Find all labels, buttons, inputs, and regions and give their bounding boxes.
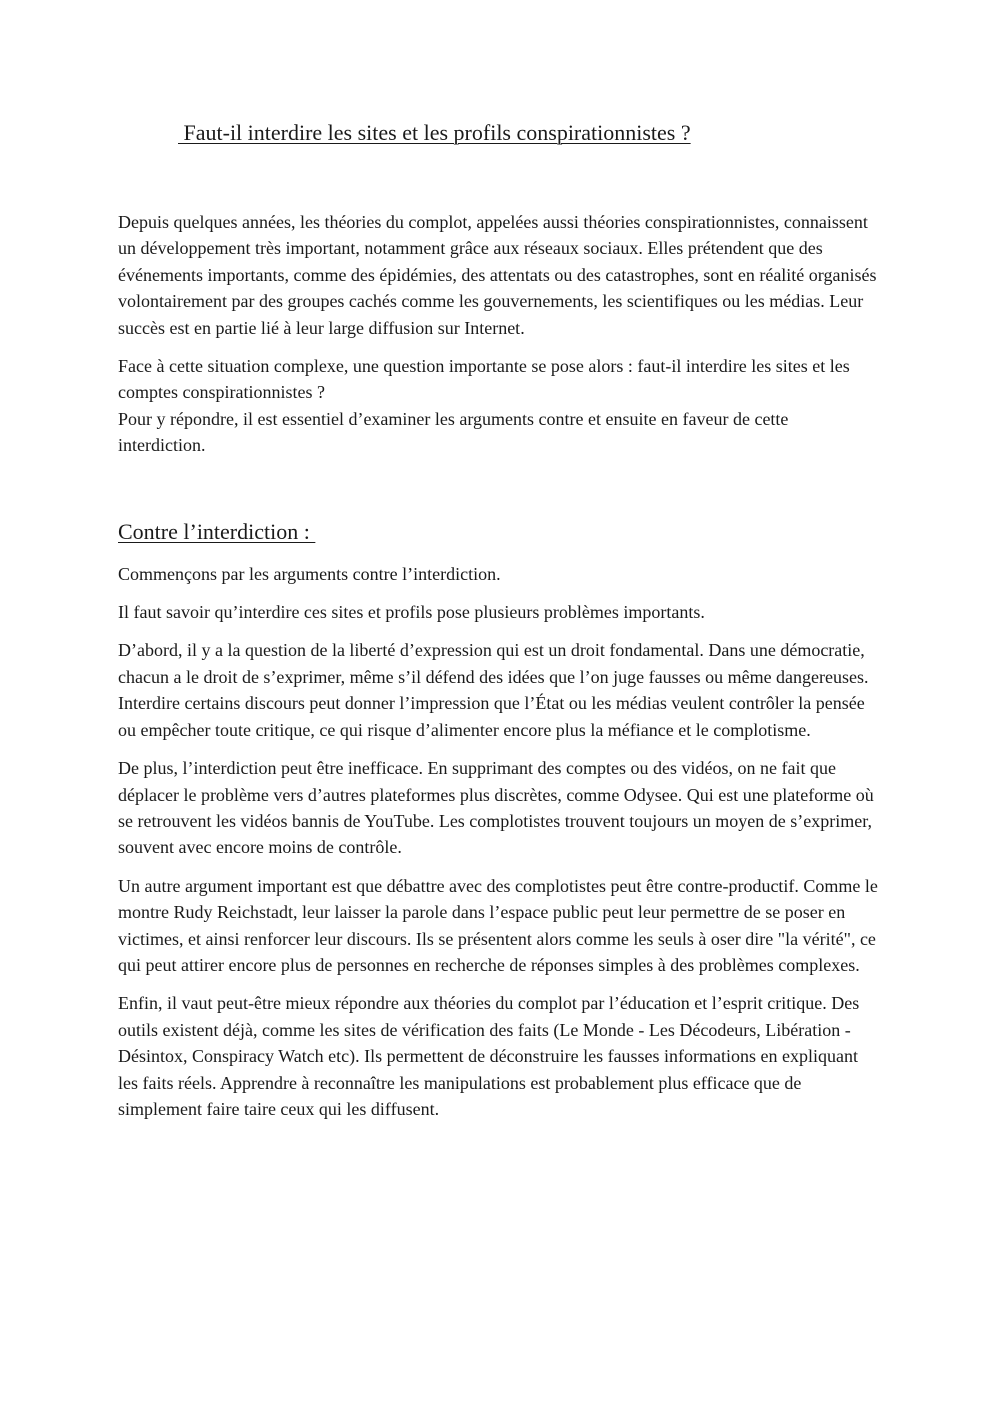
section-heading-contre: Contre l’interdiction : bbox=[118, 518, 316, 544]
intro-paragraph-3: Pour y répondre, il est essentiel d’examiner les arguments contre et ensuite en faveur de cette interdiction. bbox=[118, 408, 789, 456]
intro-paragraph-2: Face à cette situation complexe, une question importante se pose alors : faut-il interdire les sites et les comptes conspirationnistes ? bbox=[118, 356, 850, 403]
document-body bbox=[118, 209, 878, 1134]
section-paragraph-6: Enfin, il vaut peut-être mieux répondre aux théories du complot par l’éducation et l’esprit critique. Des outils existent déjà, comme les sites de vérification des faits (Le Monde - Les Décodeurs, Libération - Désintox, Conspiracy Watch etc). Ils permettent de déconstruire les fausses informations en expliquant les faits réels. Apprendre à reconnaître les manipulations est probablement plus efficace que de simplement faire taire ceux qui les diffusent. bbox=[118, 993, 860, 1119]
section-paragraph-3: D’abord, il y a la question de la liberté d’expression qui est un droit fondamental. Dans une démocratie, chacun a le droit de s’exprimer, même s’il défend des idées que l’on juge fausses ou même dangereuses. Interdire certains discours peut donner l’impression que l’État ou les médias veulent contrôler la pensée ou empêcher toute critique, ce qui risque d’alimenter encore plus la méfiance et le complotisme. bbox=[118, 640, 869, 740]
intro-paragraph-1: Depuis quelques années, les théories du complot, appelées aussi théories conspirationnistes, connaissent un développement très important, notamment grâce aux réseaux sociaux. Elles prétendent que des événements importants, comme des épidémies, des attentats ou des catastrophes, sont en réalité organisés volontairement par des groupes cachés comme les gouvernements, les scientifiques ou les médias. Leur succès est en partie lié à leur large diffusion sur Internet. bbox=[118, 212, 877, 338]
section-paragraph-2: Il faut savoir qu’interdire ces sites et profils pose plusieurs problèmes importants. bbox=[118, 602, 705, 623]
section-paragraph-1: Commençons par les arguments contre l’interdiction. bbox=[118, 563, 501, 584]
document-title: Faut-il interdire les sites et les profils conspirationnistes ? bbox=[178, 120, 691, 145]
section-paragraph-5: Un autre argument important est que débattre avec des complotistes peut être contre-productif. Comme le montre Rudy Reichstadt, leur laisser la parole dans l’espace public peut leur permettre de se poser en victimes, et ainsi renforcer leur discours. Ils se présentent alors comme les seuls à oser dire "la vérité", ce qui peut attirer encore plus de personnes en recherche de réponses simples à des problèmes complexes. bbox=[118, 875, 878, 975]
section-paragraph-4: De plus, l’interdiction peut être inefficace. En supprimant des comptes ou des vidéos, on ne fait que déplacer le problème vers d’autres plateformes plus discrètes, comme Odysee. Qui est une plateforme où se retrouvent les vidéos bannis de YouTube. Les complotistes trouvent toujours un moyen de s’exprimer, souvent avec encore moins de contrôle. bbox=[118, 758, 874, 858]
